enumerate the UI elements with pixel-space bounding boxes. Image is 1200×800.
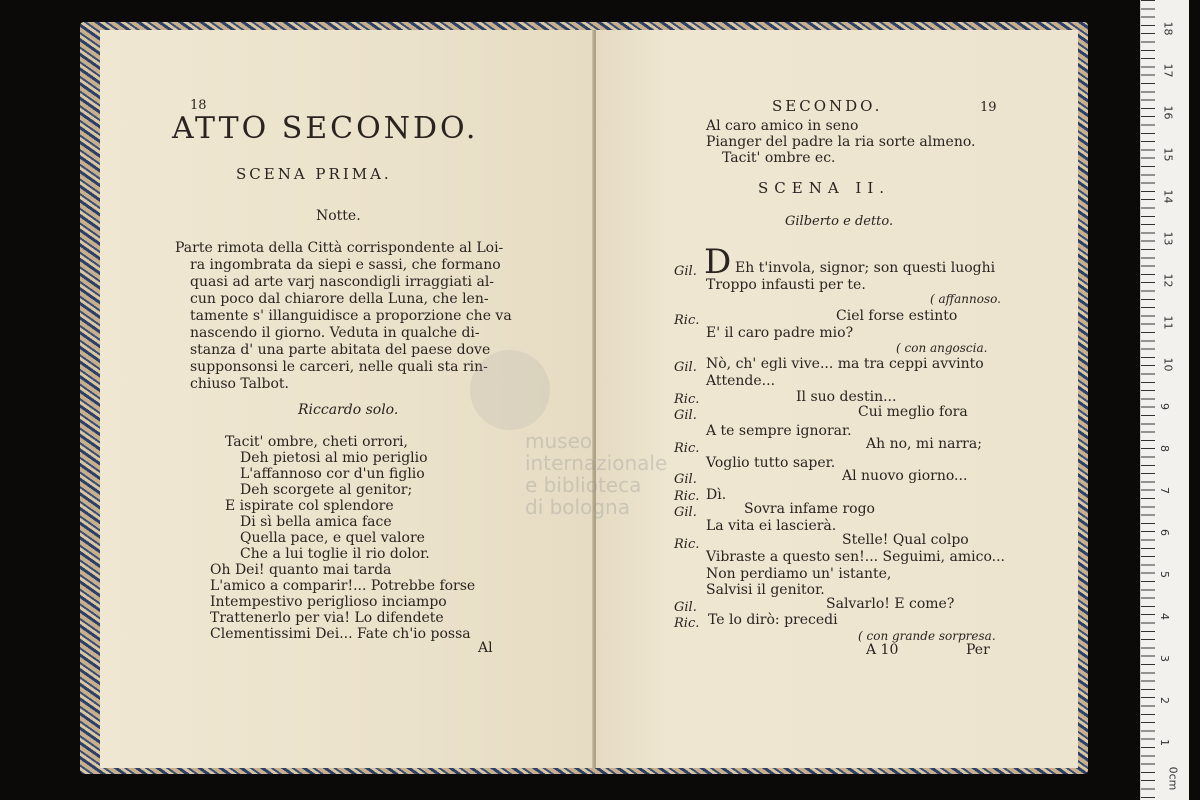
scene-title-right: SCENA II. (758, 179, 891, 197)
ruler-number: 11 (1161, 315, 1175, 330)
speaker-label: Gil. (674, 264, 697, 279)
scene-title-left: SCENA PRIMA. (236, 165, 392, 183)
description-line: supponsonsi le carceri, nelle quali sta rin- (190, 359, 488, 375)
watermark-text (525, 430, 685, 518)
speaker-label: Gil. (674, 505, 697, 520)
ruler-number: 15 (1161, 147, 1175, 162)
aria-line: Tacit' ombre, cheti orrori, (225, 434, 408, 450)
dialogue-line: Non perdiamo un' istante, (706, 566, 892, 582)
aria-line: Di sì bella amica face (240, 514, 392, 530)
speaker-label: Gil. (674, 600, 697, 615)
recitative-line: Intempestivo periglioso inciampo (210, 594, 447, 610)
aria-line: L'affannoso cor d'un figlio (240, 466, 425, 482)
ruler-unit: 0cm (1166, 766, 1180, 791)
dialogue-line: Ciel forse estinto (836, 308, 958, 324)
description-line: stanza d' una parte abitata del paese dove (190, 342, 491, 358)
description-line: nascendo il giorno. Veduta in qualche di- (190, 325, 480, 341)
stage-direction: ( con grande sorpresa. (858, 629, 996, 643)
dialogue-line: Nò, ch' egli vive... ma tra ceppi avvinto (706, 356, 984, 372)
description-line: cun poco dal chiarore della Luna, che len- (190, 291, 489, 307)
drop-cap: D (704, 242, 732, 282)
recitative-line: L'amico a comparir!... Potrebbe forse (210, 578, 476, 594)
ruler-number: 13 (1161, 231, 1175, 246)
description-line: Parte rimota della Città corrispondente al Loi- (175, 240, 504, 256)
setting-label: Notte. (316, 208, 361, 224)
speaker-label: Ric. (674, 616, 700, 631)
dialogue-line: E' il caro padre mio? (706, 325, 854, 341)
dialogue-line: Salvarlo! E come? (826, 596, 955, 612)
dialogue-line: Voglio tutto saper. (706, 455, 836, 471)
dialogue-line: Attende... (706, 373, 776, 389)
dialogue-line: Il suo destin... (796, 389, 897, 405)
description-line: chiuso Talbot. (190, 376, 289, 392)
speaker-label: Ric. (674, 392, 700, 407)
stage-direction: ( affannoso. (930, 292, 1001, 306)
character-direction-left: Riccardo solo. (298, 402, 399, 418)
dialogue-line: Vibraste a questo sen!... Seguimi, amico... (706, 549, 1006, 565)
speaker-label: Gil. (674, 360, 697, 375)
opening-line: Tacit' ombre ec. (722, 150, 836, 166)
speaker-label: Ric. (674, 441, 700, 456)
measuring-ruler (1140, 0, 1189, 800)
ruler-number: 9 (1158, 403, 1171, 410)
description-line: ra ingombrata da siepi e sassi, che formano (190, 257, 501, 273)
aria-line: Quella pace, e quel valore (240, 530, 425, 546)
ruler-number: 8 (1158, 445, 1171, 452)
ruler-number: 14 (1161, 189, 1175, 204)
catchword-right: Per (966, 642, 990, 658)
ruler-number: 17 (1161, 63, 1175, 78)
dialogue-line: Ah no, mi narra; (866, 436, 982, 452)
opening-line: Pianger del padre la ria sorte almeno. (706, 134, 976, 150)
ruler-number: 16 (1161, 105, 1175, 120)
ruler-number: 12 (1161, 273, 1175, 288)
stage-direction: ( con angoscia. (896, 341, 988, 355)
ruler-number: 5 (1158, 571, 1171, 578)
description-line: tamente s' illanguidisce a proporzione che va (190, 308, 512, 324)
dialogue-line: Sovra infame rogo (744, 501, 875, 517)
dialogue-line: Stelle! Qual colpo (842, 532, 969, 548)
act-title: ATTO SECONDO. (172, 111, 479, 146)
ruler-ticks (1141, 0, 1155, 800)
dialogue-line: Al nuovo giorno... (842, 468, 968, 484)
catchword-left: Al (478, 640, 493, 656)
aria-line: Che a lui toglie il rio dolor. (240, 546, 430, 562)
speaker-label: Gil. (674, 472, 697, 487)
recitative-line: Clementissimi Dei... Fate ch'io possa (210, 626, 471, 642)
ruler-number: 3 (1158, 655, 1171, 662)
character-direction-right: Gilberto e detto. (785, 214, 894, 229)
left-page-number: 18 (190, 98, 207, 113)
aria-line: Deh pietosi al mio periglio (240, 450, 428, 466)
ruler-number: 10 (1161, 357, 1175, 372)
right-page-number: 19 (980, 100, 997, 115)
opening-line: Al caro amico in seno (706, 118, 859, 134)
running-head: SECONDO. (772, 97, 883, 115)
dialogue-line: A te sempre ignorar. (706, 423, 852, 439)
ruler-number: 7 (1158, 487, 1171, 494)
ruler-number: 18 (1161, 21, 1175, 36)
dialogue-line: Troppo infausti per te. (706, 277, 866, 293)
watermark-line: e biblioteca (525, 473, 642, 497)
speaker-label: Ric. (674, 537, 700, 552)
ruler-number: 1 (1158, 739, 1171, 746)
ruler-number: 6 (1158, 529, 1171, 536)
aria-line: E ispirate col splendore (225, 498, 394, 514)
dialogue-line: Dì. (706, 487, 727, 503)
ruler-number: 4 (1158, 613, 1171, 620)
speaker-label: Ric. (674, 489, 700, 504)
signature-mark: A 10 (866, 642, 899, 658)
dialogue-line: Salvisi il genitor. (706, 582, 825, 598)
dialogue-line: Cui meglio fora (858, 404, 968, 420)
dialogue-line: Te lo dirò: precedi (708, 612, 838, 628)
watermark-line: di bologna (525, 495, 630, 519)
speaker-label: Ric. (674, 313, 700, 328)
recitative-line: Oh Dei! quanto mai tarda (210, 562, 392, 578)
dialogue-line: La vita ei lascierà. (706, 518, 837, 534)
recitative-line: Trattenerlo per via! Lo difendete (210, 610, 444, 626)
description-line: quasi ad arte varj nascondigli irraggiati al- (190, 274, 495, 290)
aria-line: Deh scorgete al genitor; (240, 482, 413, 498)
ruler-number: 2 (1158, 697, 1171, 704)
watermark-line: museo internazionale (525, 429, 668, 475)
speaker-label: Gil. (674, 408, 697, 423)
dialogue-line: Eh t'invola, signor; son questi luoghi (735, 260, 996, 276)
watermark-logo (470, 350, 550, 430)
